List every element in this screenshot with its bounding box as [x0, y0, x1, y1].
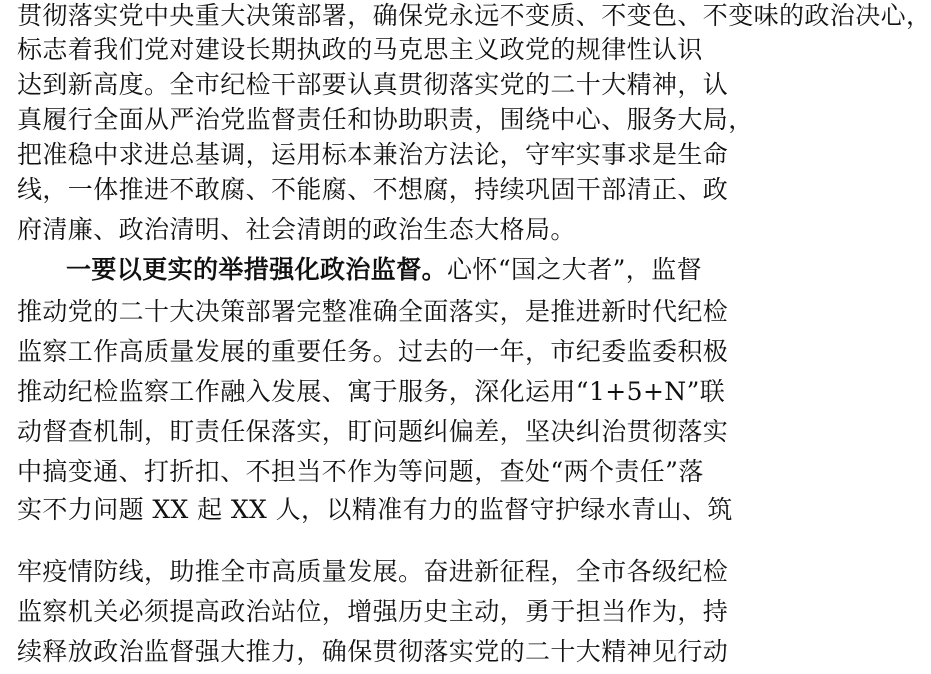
paragraph-heading-rest: 心怀“国之大者”，监督 [447, 255, 702, 284]
text-line: 贯彻落实党中央重大决策部署，确保党永远不变质、不变色、不变味的政治决心， [17, 1, 931, 30]
text-line: 府清廉、政治清明、社会清朗的政治生态大格局。 [17, 215, 576, 244]
text-line: 中搞变通、打折扣、不担当不作为等问题，查处“两个责任”落 [17, 457, 704, 486]
text-line: 推动党的二十大决策部署完整准确全面落实，是推进新时代纪检 [17, 297, 729, 326]
text-line: 牢疫情防线，助推全市高质量发展。奋进新征程，全市各级纪检 [17, 557, 729, 586]
text-line: 达到新高度。全市纪检干部要认真贯彻落实党的二十大精神，认 [17, 70, 729, 99]
text-line: 动督查机制，盯责任保落实，盯问题纠偏差，坚决纠治贯彻落实 [17, 417, 729, 446]
text-line: 线，一体推进不敢腐、不能腐、不想腐，持续巩固干部清正、政 [17, 175, 729, 204]
text-line: 真履行全面从严治党监督责任和协助职责，围绕中心、服务大局， [17, 105, 754, 134]
text-line: 标志着我们党对建设长期执政的马克思主义政党的规律性认识 [17, 35, 703, 64]
paragraph-heading-line [66, 248, 702, 292]
text-line: 推动纪检监察工作融入发展、寓于服务，深化运用“1+5+N”联 [17, 377, 726, 406]
text-line: 监察机关必须提高政治站位，增强历史主动，勇于担当作为，持 [17, 597, 729, 626]
text-line: 监察工作高质量发展的重要任务。过去的一年，市纪委监委积极 [17, 337, 729, 366]
text-line: 把准稳中求进总基调，运用标本兼治方法论，守牢实事求是生命 [17, 140, 729, 169]
paragraph-heading: 一要以更实的举措强化政治监督。 [66, 255, 448, 284]
text-line: 实不力问题 XX 起 XX 人，以精准有力的监督守护绿水青山、筑 [17, 495, 733, 524]
text-line: 续释放政治监督强大推力，确保贯彻落实党的二十大精神见行动 [17, 637, 729, 666]
